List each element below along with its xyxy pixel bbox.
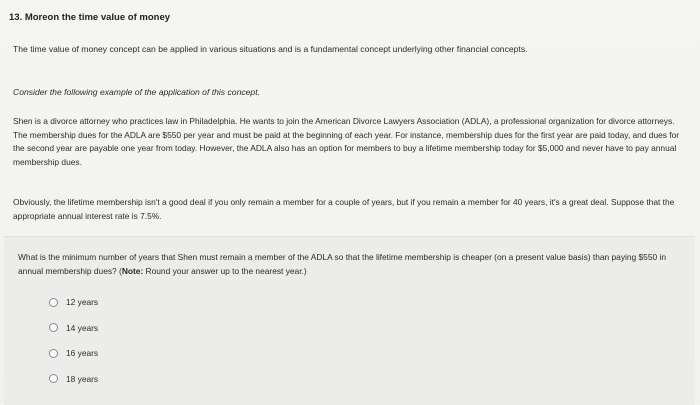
- consider-text: Consider the following example of the application of this concept.: [13, 87, 260, 97]
- question-title: 13. Moreon the time value of money: [9, 12, 171, 23]
- option-14-years[interactable]: [49, 321, 98, 335]
- scenario-paragraph: Shen is a divorce attorney who practices law in Philadelphia. He wants to join the American Divorce Lawyers Association (ADLA), a professional organization for divorce attorneys. The membership dues for the ADLA are $550 per year and must be paid at the beginning of each year. For instance, membership dues for the first year are paid today, and dues for the second year are payable one year from today. However, the ADLA also has an option for members to buy a lifetime membership today for $5,000 and never have to pay annual membership dues.: [13, 116, 680, 167]
- radio-button[interactable]: [49, 374, 58, 383]
- note-label: Note:: [121, 266, 144, 276]
- radio-button[interactable]: [49, 349, 58, 358]
- option-12-years[interactable]: [49, 295, 98, 309]
- option-label: 18 years: [66, 373, 99, 384]
- question-prompt: [18, 250, 686, 278]
- prompt-note: Round your answer up to the nearest year.): [143, 266, 307, 276]
- option-16-years[interactable]: [49, 346, 98, 360]
- assumption-paragraph: Obviously, the lifetime membership isn't a good deal if you only remain a member for a couple of years, but if you remain a member for 40 years, it's a great deal. Suppose that the appropriate annual interest rate is 7.5%.: [13, 197, 675, 221]
- prompt-main: What is the minimum number of years that Shen must remain a member of the ADLA so that the lifetime membership is cheaper (on a present value basis) than paying $550 in annual membership dues? (: [18, 252, 666, 276]
- radio-button[interactable]: [49, 323, 58, 332]
- answer-options: [49, 295, 98, 397]
- option-18-years[interactable]: [49, 372, 98, 386]
- option-label: 16 years: [66, 348, 99, 358]
- radio-button[interactable]: [49, 298, 58, 307]
- intro-text: The time value of money concept can be applied in various situations and is a fundamental concept underlying other financial concepts.: [13, 44, 528, 54]
- option-label: 14 years: [66, 322, 99, 333]
- option-label: 12 years: [66, 297, 99, 307]
